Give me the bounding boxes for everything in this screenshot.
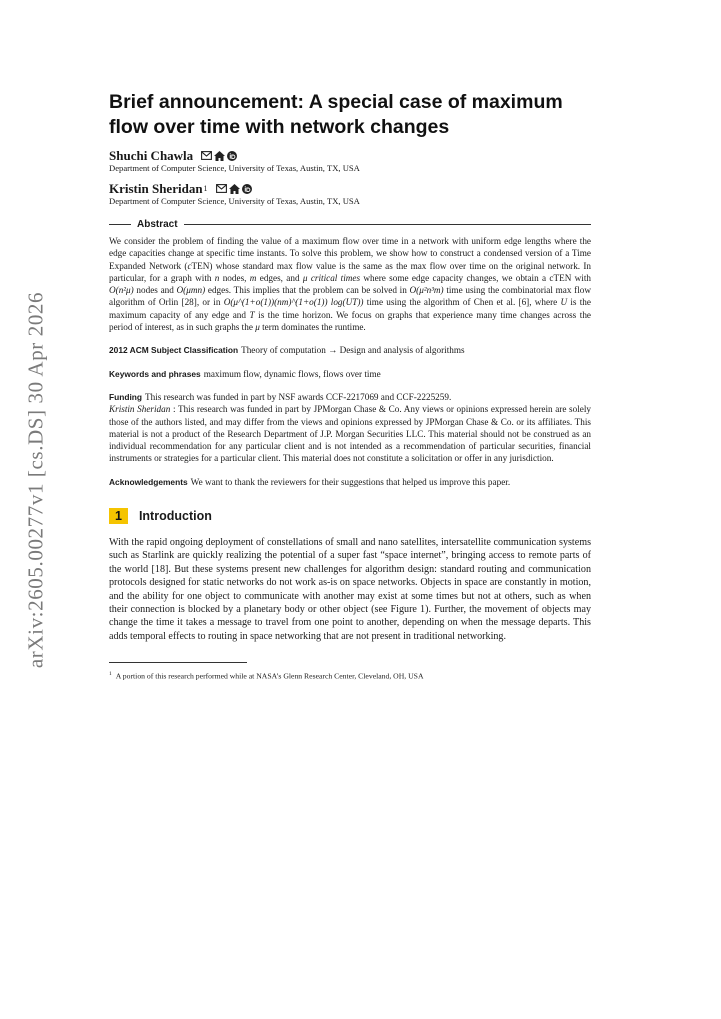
section-title: Introduction [138,509,212,524]
acm-classification: 2012 ACM Subject Classification Theory of computation → Design and analysis of algorithms [109,345,465,356]
email-icon[interactable] [201,151,212,160]
abstract-heading-label: Abstract [137,219,178,230]
author-block [109,148,591,174]
divider [184,224,591,225]
section-heading [109,508,591,524]
section-number-badge: 1 [109,508,128,524]
author-block [109,181,591,207]
acknowledgements: Acknowledgements We want to thank the reviewers for their suggestions that helped us improve this paper. [109,476,511,487]
paper-title: Brief announcement: A special case of maximum flow over time with network changes [109,91,563,138]
introduction-text: With the rapid ongoing deployment of constellations of small and nano satellites, intersatellite communication systems such as Starlink are quickly realizing the potential of a super fast “space internet”, bringing access to remote parts of the world [18]. But these systems present new challenges for algorithm design: standard routing and communication protocols designed for static networks do not work as-is on space networks. Objects in space are constantly in motion, and the ability for one object to communicate with another may exist at some times but not at others, such as when their connection is blocked by a planetary body or other object (see Figure 1). Further, the movement of objects may change the time it takes a message to travel from one point to another, depending on when the message departs. This adds temporal effects to routing in space networking that are not present in traditional networking. [109,537,591,642]
author-affiliation: Department of Computer Science, University of Texas, Austin, TX, USA [109,196,360,206]
home-icon[interactable] [214,151,225,161]
email-icon[interactable] [216,184,227,193]
orcid-icon[interactable] [227,151,237,161]
abstract-text: We consider the problem of finding the value of a maximum flow over time in a network with uniform edge lengths where the edge capacities change at specific time instants. To solve this problem, we show how to construct a condensed version of a Time Expanded Network (cTEN) whose standard max flow value is the same as the max flow over time on the original network. In particular, for a graph with n nodes, m edges, and μ critical times where some edge capacity changes, we obtain a cTEN with O(n²μ) nodes and O(μmn) edges. This implies that the problem can be solved in O(μ²n³m) time using the combinatorial max flow algorithm of Orlin [28], or in O(μ^(1+o(1))(nm)^(1+o(1)) log(UT)) time using the algorithm of Chen et al. [6], where U is the maximum capacity of any edge and T is the time horizon. We focus on graphs that experience many time changes across the period of interest, as in such graphs the μ term dominates the runtime. [109,236,592,333]
keywords: Keywords and phrases maximum flow, dynamic flows, flows over time [109,368,381,379]
arxiv-identifier: arXiv:2605.00277v1 [cs.DS] 30 Apr 2026 [23,291,48,669]
footnote-divider [109,662,247,663]
footnote: $^1$ A portion of this research performed while at NASA’s Glenn Research Center, Cleveland, OH, USA [109,671,424,681]
author-affiliation: Department of Computer Science, University of Texas, Austin, TX, USA [109,163,360,173]
orcid-icon[interactable] [242,184,252,194]
divider [109,224,131,225]
author-name: Kristin Sheridan [109,181,203,196]
funding: Funding This research was funded in part by NSF awards CCF-2217069 and CCF-2225259. Kristin Sheridan : This research was funded in part by JPMorgan Chase & Co. Any views or opinions expressed herein are solely those of the authors listed, and may differ from the views and opinions expressed by JPMorgan Chase & Co. or its affiliates. This material is not a product of the Research Department of J.P. Morgan Securities LLC. This material should not be construed as an individual recommendation for any particular client and is not intended as a recommendation of particular securities, financial instruments or strategies for a particular client. This material does not constitute a solicitation or offer in any jurisdiction. [109,391,592,464]
abstract-heading [109,219,591,230]
home-icon[interactable] [229,184,240,194]
author-name: Shuchi Chawla [109,148,194,163]
author-footnote-mark: 1 [203,184,208,193]
paper-page [109,90,591,682]
